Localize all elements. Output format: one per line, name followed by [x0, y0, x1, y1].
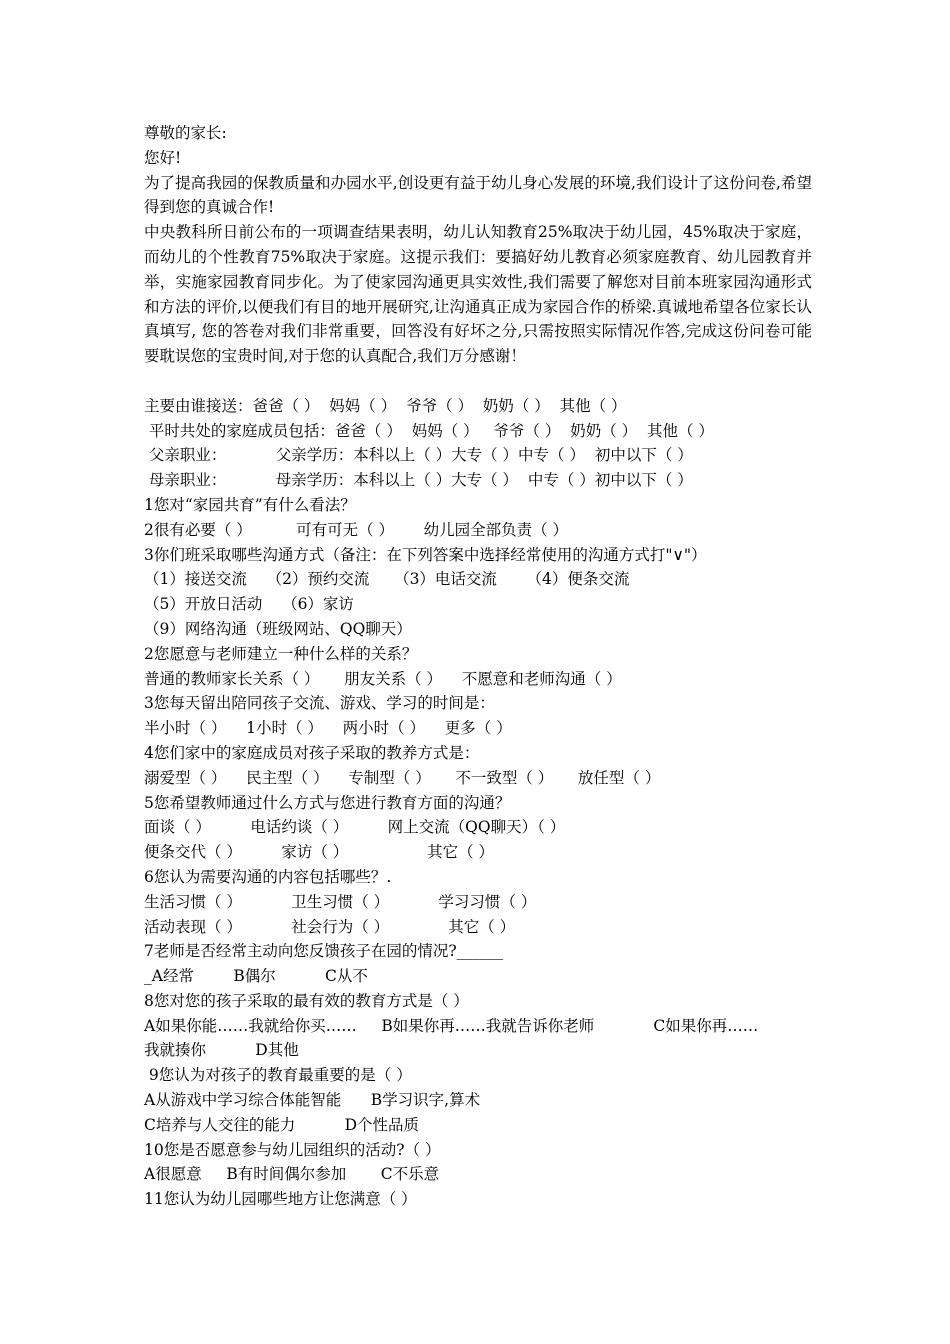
question-3-options-c: （9）网络沟通（班级网站、QQ聊天） [144, 619, 412, 638]
question-parenting-style-options: 溺爱型（ ） 民主型（ ） 专制型（ ） 不一致型（ ） 放任型（ ） [144, 768, 661, 787]
letter-paragraph-1: 为了提高我园的保教质量和办园水平,创设更有益于幼儿身心发展的环境,我们设计了这份问卷,希望得到您的真诚合作! [144, 173, 812, 217]
survey-line-pickup: 主要由谁接送：爸爸（ ） 妈妈（ ） 爷爷（ ） 奶奶（ ） 其他（ ） [144, 396, 627, 415]
question-10-options: A很愿意 B有时间偶尔参加 C不乐意 [144, 1165, 440, 1184]
question-11: 11您认为幼儿园哪些地方让您满意（ ） [144, 1190, 417, 1209]
question-7: 7老师是否经常主动向您反馈孩子在园的情况?______ [144, 942, 504, 961]
question-time-options: 半小时（ ） 1小时（ ） 两小时（ ） 更多（ ） [144, 719, 512, 738]
survey-line-father: 父亲职业： 父亲学历：本科以上（ ）大专（ ）中专（ ） 初中以下（ ） [144, 446, 693, 465]
question-8-options-a: A如果你能……我就给你买…… B如果你再……我就告诉你老师 C如果你再…… [144, 1016, 759, 1035]
question-9-options-a: A从游戏中学习综合体能智能 B学习识字,算术 [144, 1091, 481, 1110]
question-content-options-b: 活动表现（ ） 社会行为（ ） 其它（ ） [144, 917, 516, 936]
question-3-communication: 3你们班采取哪些沟通方式（备注：在下列答案中选择经常使用的沟通方式打"∨"） [144, 545, 707, 564]
survey-line-family-members: 平时共处的家庭成员包括：爸爸（ ） 妈妈（ ） 爷爷（ ） 奶奶（ ） 其他（ ） [144, 421, 714, 440]
survey-line-mother: 母亲职业： 母亲学历：本科以上（ ）大专（ ） 中专（ ）初中以下（ ） [144, 471, 693, 490]
question-content-options-a: 生活习惯（ ） 卫生习惯（ ） 学习习惯（ ） [144, 892, 537, 911]
question-7-options: _A经常 B偶尔 C从不 [144, 967, 368, 986]
letter-paragraph-2: 中央教科所日前公布的一项调查结果表明，幼儿认知教育25%取决于幼儿园，45%取决于家庭，而幼儿的个性教育75%取决于家庭。这提示我们：要搞好幼儿教育必须家庭教育、幼儿园教育并举，实施家园教育同步化。为了使家园沟通更具实效性,我们需要了解您对目前本班家园沟通形式和方法的评价,以便我们有目的地开展研究,让沟通真正成为家园合作的桥梁.真诚地希望各位家长认真填写, 您的答卷对我们非常重要，回答没有好坏之分,只需按照实际情况作答,完成这份问卷可能要耽误您的宝贵时间,对于您的认真配合,我们万分感谢！ [144, 223, 812, 366]
spacer [144, 369, 812, 394]
survey-document-body [144, 121, 812, 1212]
question-contact-method-options-a: 面谈（ ） 电话约谈（ ） 网上交流（QQ聊天）（ ） [144, 818, 566, 837]
question-contact-method-options-b: 便条交代（ ） 家访（ ） 其它（ ） [144, 843, 495, 862]
letter-greeting: 您好! [144, 148, 182, 167]
question-1: 1您对“家园共育”有什么看法？ [144, 495, 356, 514]
question-9-options-b: C培养与人交往的能力 D个性品质 [144, 1115, 420, 1134]
question-relationship-options: 普通的教师家长关系（ ） 朋友关系（ ） 不愿意和老师沟通（ ） [144, 669, 622, 688]
question-content: 6您认为需要沟通的内容包括哪些？. [144, 867, 392, 886]
question-3-options-b: （5）开放日活动 （6）家访 [144, 595, 354, 614]
question-10: 10您是否愿意参与幼儿园组织的活动?（ ） [144, 1140, 441, 1159]
question-relationship: 2您愿意与老师建立一种什么样的关系？ [144, 644, 418, 663]
question-time: 3您每天留出陪同孩子交流、游戏、学习的时间是： [144, 694, 495, 713]
question-9: 9您认为对孩子的教育最重要的是（ ） [144, 1066, 412, 1085]
question-8: 8您对您的孩子采取的最有效的教育方式是（ ） [144, 991, 469, 1010]
question-8-options-b: 我就揍你 D其他 [144, 1041, 299, 1060]
question-contact-method: 5您希望教师通过什么方式与您进行教育方面的沟通？ [144, 793, 511, 812]
question-parenting-style: 4您们家中的家庭成员对孩子采取的教养方式是： [144, 743, 480, 762]
question-1-options: 2很有必要（ ） 可有可无（ ） 幼儿园全部负责（ ） [144, 520, 569, 539]
letter-salutation: 尊敬的家长: [144, 124, 227, 142]
question-3-options-a: （1）接送交流 （2）预约交流 （3）电话交流 （4）便条交流 [144, 570, 630, 589]
